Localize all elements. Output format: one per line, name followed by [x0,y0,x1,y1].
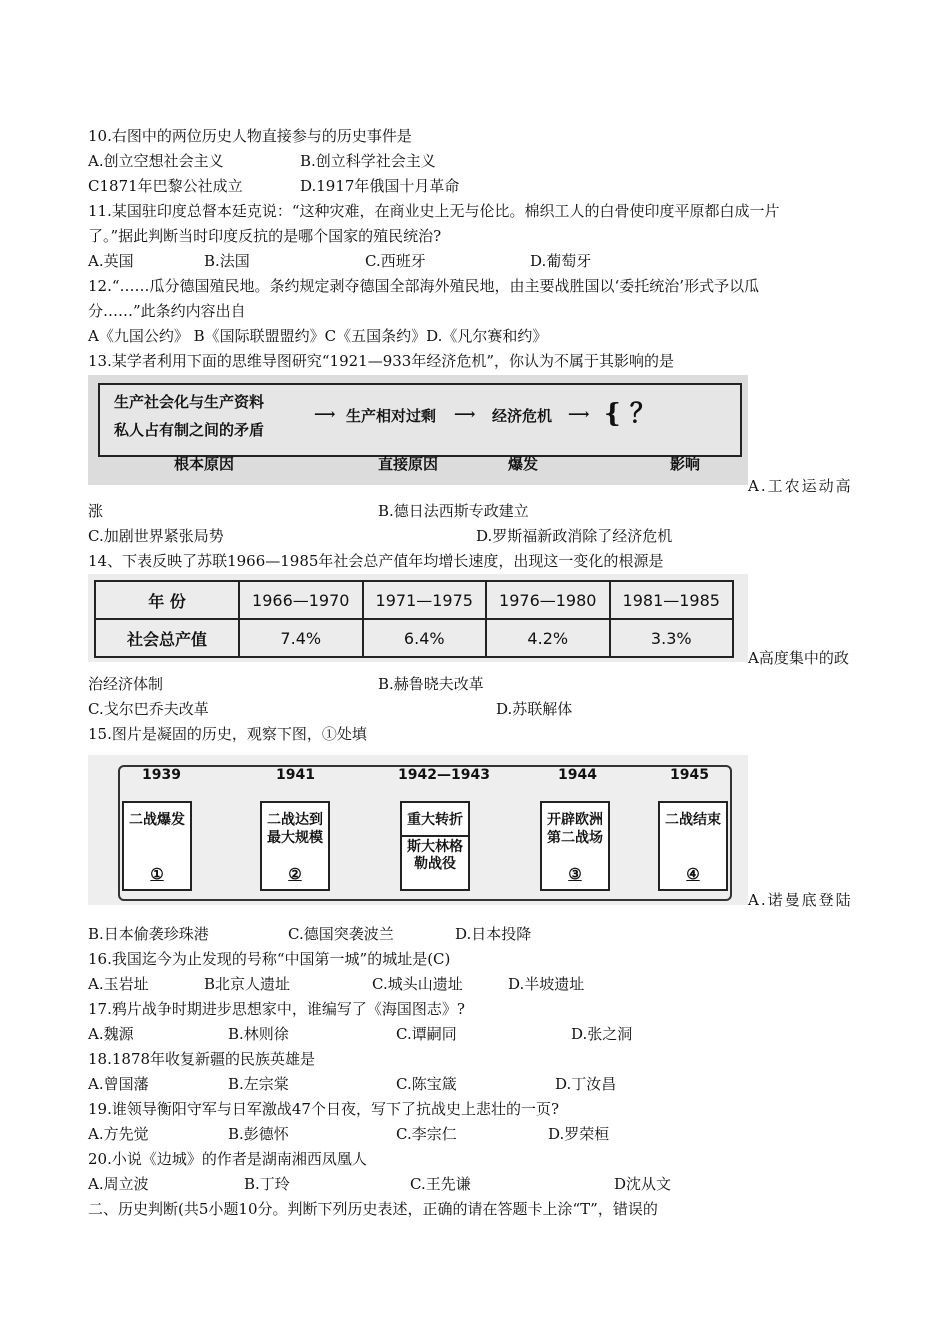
q17-option-a: A.魏源 [88,1025,134,1043]
table-header-cell: 1966—1970 [239,581,363,619]
q18-option-b: B.左宗棠 [228,1075,289,1093]
q20-stem: 20.小说《边城》的作者是湖南湘西凤凰人 [88,1150,367,1168]
timeline-card [658,801,728,891]
arrow-icon: ⟶ [314,405,336,423]
q18-option-a: A.曾国藩 [88,1075,149,1093]
q11-option-d: D.葡萄牙 [530,252,592,270]
label-root-cause: 根本原因 [174,455,235,473]
q16-stem: 16.我国迄今为止发现的号称“中国第一城”的城址是(C) [88,950,451,968]
q11-stem-line1: 11.某国驻印度总督本廷克说：“这种灾难，在商业史上无与伦比。棉织工人的白骨使印度平原都白成一片 [88,202,780,220]
ww2-timeline-figure [88,755,748,905]
q15-option-d: D.日本投降 [455,925,532,943]
q19-option-b: B.彭德怀 [228,1125,289,1143]
q20-option-d: D沈从文 [614,1175,672,1193]
timeline-card [540,801,610,891]
timeline-year: 1944 [558,767,597,783]
q13-option-b: B.德日法西斯专政建立 [378,502,529,520]
q14-option-b: B.赫鲁晓夫改革 [378,675,484,693]
timeline-card-subtitle: 斯大林格勒战役 [402,835,468,873]
q12-stem-line1: 12.“……瓜分德国殖民地。条约规定剥夺德国全部海外殖民地，由主要战胜国以‘委托统治’形式予以瓜 [88,277,760,295]
q13-option-d: D.罗斯福新政消除了经济危机 [476,527,673,545]
q12-stem-line2: 分……”此条约内容出自 [88,302,246,320]
q11-option-a: A.英国 [88,252,134,270]
table-row [95,619,733,657]
q20-option-b: B.丁玲 [244,1175,290,1193]
q15-stem: 15.图片是凝固的历史，观察下图，①处填 [88,725,367,743]
q13-option-c: C.加剧世界紧张局势 [88,527,224,545]
q17-option-b: B.林则徐 [228,1025,289,1043]
mind-map-question: { ？ [604,399,656,429]
arrow-icon: ⟶ [568,405,590,423]
q15-option-b: B.日本偷袭珍珠港 [88,925,209,943]
q13-option-a-part1: A.工农运动高 [748,477,853,495]
q17-option-d: D.张之洞 [571,1025,633,1043]
q14-option-d: D.苏联解体 [496,700,573,718]
timeline-card [400,801,470,891]
label-direct-cause: 直接原因 [378,455,439,473]
q19-option-c: C.李宗仁 [396,1125,457,1143]
q16-option-c: C.城头山遗址 [372,975,463,993]
q14-option-c: C.戈尔巴乔夫改革 [88,700,209,718]
table-header-cell: 1981—1985 [610,581,734,619]
timeline-card-title: 二战结束 [665,812,721,828]
q15-option-a: A.诺曼底登陆 [748,891,853,909]
timeline-card-title: 二战达到最大规模 [267,812,323,846]
growth-table-figure [88,574,748,662]
timeline-card [260,801,330,891]
table-cell: 7.4% [239,619,363,657]
q11-stem-line2: 了。”据此判断当时印度反抗的是哪个国家的殖民统治? [88,227,442,245]
timeline-year: 1941 [276,767,315,783]
q10-option-c: C1871年巴黎公社成立 [88,177,243,195]
mind-map-figure [88,375,748,485]
q10-option-d: D.1917年俄国十月革命 [300,177,460,195]
q18-option-c: C.陈宝箴 [396,1075,457,1093]
q16-option-a: A.玉岩址 [88,975,149,993]
table-header-cell: 年 份 [95,581,239,619]
q17-option-c: C.谭嗣同 [396,1025,457,1043]
q10-option-a: A.创立空想社会主义 [88,152,224,170]
mind-map-cause-line1: 生产社会化与生产资料 [114,393,265,411]
q19-stem: 19.谁领导衡阳守军与日军激战47个日夜，写下了抗战史上悲壮的一页? [88,1100,559,1118]
q16-option-b: B北京人遗址 [204,975,291,993]
section-2-heading: 二、历史判断(共5小题10分。判断下列历史表述，正确的请在答题卡上涂“T”，错误的 [88,1200,658,1218]
table-cell: 6.4% [363,619,487,657]
q19-option-a: A.方先觉 [88,1125,149,1143]
q10-stem: 10.右图中的两位历史人物直接参与的历史事件是 [88,127,412,145]
q20-option-a: A.周立波 [88,1175,149,1193]
q17-stem: 17.鸦片战争时期进步思想家中，谁编写了《海国图志》? [88,1000,465,1018]
label-outbreak: 爆发 [508,455,539,473]
q15-option-c: C.德国突袭波兰 [288,925,394,943]
q10-option-b: B.创立科学社会主义 [300,152,436,170]
table-cell: 4.2% [486,619,610,657]
table-row [95,581,733,619]
q19-option-d: D.罗荣桓 [548,1125,610,1143]
q18-option-d: D.丁汝昌 [555,1075,617,1093]
arrow-icon: ⟶ [454,405,476,423]
timeline-card-number: ② [288,865,302,883]
mind-map-direct-cause: 生产相对过剩 [346,407,437,425]
q18-stem: 18.1878年收复新疆的民族英雄是 [88,1050,316,1068]
mind-map-crisis: 经济危机 [492,407,553,425]
q12-options: A《九国公约》 B《国际联盟盟约》C《五国条约》D.《凡尔赛和约》 [88,327,548,345]
timeline-card-title: 开辟欧洲第二战场 [547,812,603,846]
q13-option-a-part2: 涨 [88,502,104,520]
label-impact: 影响 [670,455,701,473]
q11-option-c: C.西班牙 [365,252,426,270]
q13-stem: 13.某学者利用下面的思维导图研究“1921—933年经济危机”，你认为不属于其影响的是 [88,352,674,370]
table-header-cell: 1971—1975 [363,581,487,619]
table-header-cell: 1976—1980 [486,581,610,619]
q11-option-b: B.法国 [204,252,250,270]
q20-option-c: C.王先谦 [410,1175,471,1193]
timeline-year: 1942—1943 [398,767,490,783]
timeline-card-title: 重大转折 [407,812,463,828]
timeline-card-number: ③ [568,865,582,883]
mind-map-cause-line2: 私人占有制之间的矛盾 [114,421,265,439]
table-cell: 社会总产值 [95,619,239,657]
q14-stem: 14、下表反映了苏联1966—1985年社会总产值年均增长速度，出现这一变化的根源是 [88,552,664,570]
timeline-card-title: 二战爆发 [129,812,185,828]
q14-option-a-part2: 治经济体制 [88,675,164,693]
growth-table [94,580,734,658]
timeline-year: 1945 [670,767,709,783]
timeline-year: 1939 [142,767,181,783]
q14-option-a-part1: A高度集中的政 [748,649,849,667]
timeline-card-number: ④ [686,865,700,883]
timeline-card [122,801,192,891]
table-cell: 3.3% [610,619,734,657]
timeline-card-number: ① [150,865,164,883]
q16-option-d: D.半坡遗址 [508,975,585,993]
